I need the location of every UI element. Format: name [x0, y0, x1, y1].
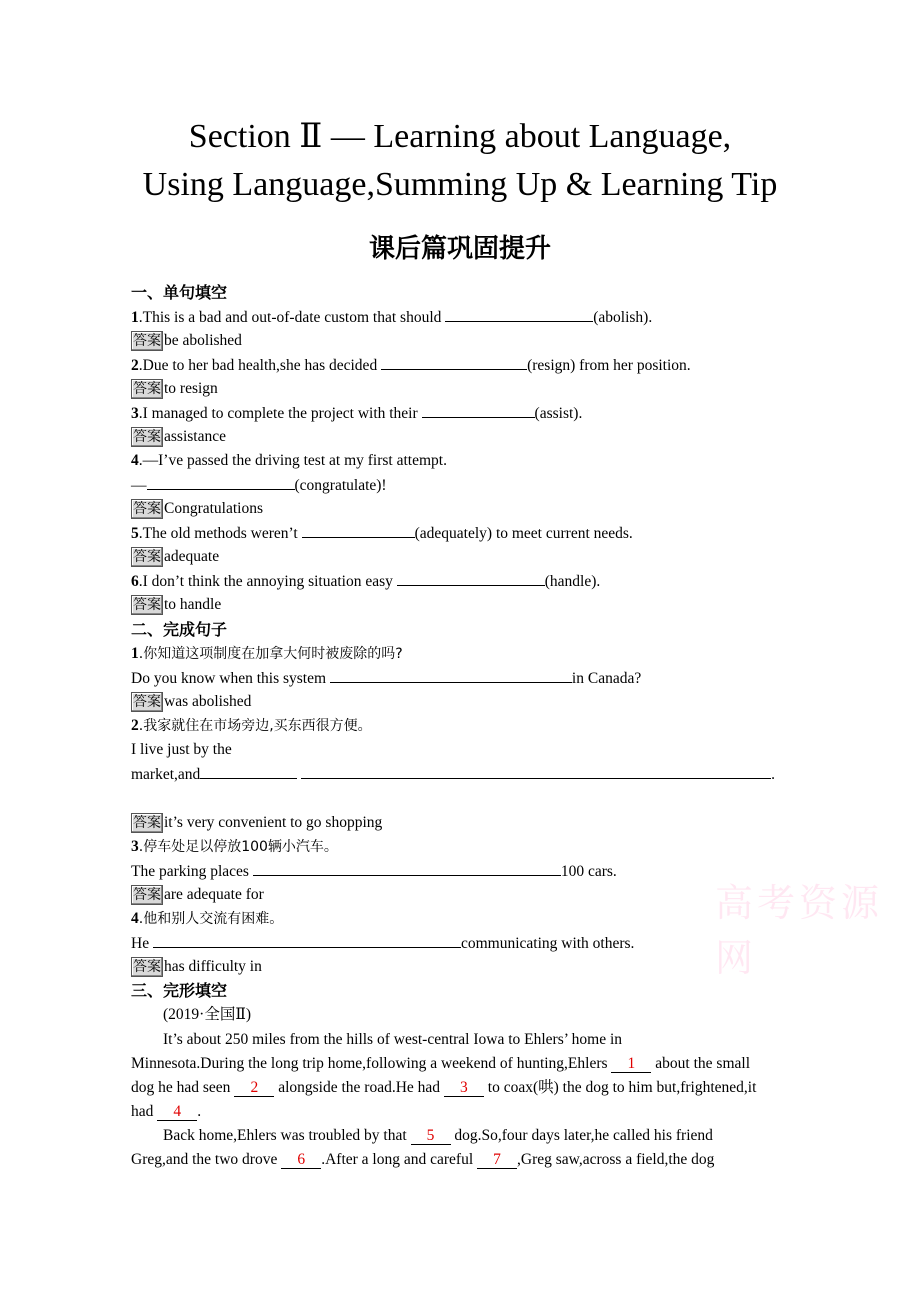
title-line-2: Using Language,Summing Up & Learning Tip — [142, 166, 778, 203]
question: 1.This is a bad and out-of-date custom that should (abolish). — [131, 309, 653, 326]
part2-heading: 二、完成句子 — [131, 620, 228, 639]
answer-row: 答案 adequate — [133, 548, 220, 565]
answer-badge[interactable]: 答案 — [133, 887, 161, 903]
answer-badge[interactable]: 答案 — [133, 815, 161, 831]
cloze-blank[interactable]: 4 — [157, 1103, 197, 1121]
answer-blank — [302, 523, 415, 538]
source: (2019·全国Ⅱ) — [163, 1006, 252, 1023]
answer-blank — [147, 475, 295, 490]
answer-badge[interactable]: 答案 — [133, 597, 161, 613]
cloze-blank[interactable]: 7 — [477, 1151, 517, 1169]
answer-row: 答案 to resign — [133, 380, 218, 397]
answer-row: 答案 was abolished — [133, 693, 252, 710]
answer-badge[interactable]: 答案 — [133, 429, 161, 445]
question: 3.I managed to complete the project with their (assist). — [131, 405, 583, 422]
answer-row: 答案 to handle — [133, 596, 222, 613]
cloze-blank[interactable]: 3 — [444, 1079, 484, 1097]
passage-line: It’s about 250 miles from the hills of west-central Iowa to Ehlers’ home in — [163, 1031, 623, 1048]
answer-blank — [397, 571, 545, 586]
answer-badge[interactable]: 答案 — [133, 959, 161, 975]
answer-row: 答案 be abolished — [133, 332, 242, 349]
passage-line: Back home,Ehlers was troubled by that 5 dog.So,four days later,he called his friend — [163, 1127, 713, 1144]
watermark: 高考资源网 — [715, 881, 884, 980]
passage-line: dog he had seen 2 alongside the road.He had 3 to coax(哄) the dog to him but,frightened,it — [131, 1079, 757, 1096]
answer-badge[interactable]: 答案 — [133, 501, 161, 517]
answer-blank — [330, 668, 572, 683]
answer-badge[interactable]: 答案 — [133, 549, 161, 565]
cloze-blank[interactable]: 6 — [281, 1151, 321, 1169]
cloze-blank[interactable]: 2 — [234, 1079, 274, 1097]
question: 2.Due to her bad health,she has decided (resign) from her position. — [131, 357, 691, 374]
question-line-2: — (congratulate)! — [131, 477, 387, 494]
question-cn: 2.我家就住在市场旁边,买东西很方便。 — [131, 717, 372, 734]
passage-line: had 4 . — [131, 1103, 202, 1120]
part3-heading: 三、完形填空 — [131, 981, 228, 1000]
question-cn: 3.停车处足以停放100辆小汽车。 — [131, 838, 338, 855]
answer-badge[interactable]: 答案 — [133, 381, 161, 397]
answer-row: 答案 has difficulty in — [133, 958, 262, 975]
answer-row: 答案 assistance — [133, 428, 226, 445]
question: 5.The old methods weren’t (adequately) to meet current needs. — [131, 525, 633, 542]
answer-blank — [200, 764, 297, 779]
question-cn: 4.他和别人交流有困难。 — [131, 910, 284, 927]
answer-blank — [253, 861, 561, 876]
question: I live just by the — [131, 741, 232, 758]
subtitle: 课后篇巩固提升 — [368, 234, 551, 264]
question: He communicating with others. — [131, 935, 635, 952]
answer-row: 答案 are adequate for — [133, 886, 264, 903]
question-line-2: market,and . — [131, 766, 776, 783]
answer-blank — [445, 307, 593, 322]
title-line-1: Section Ⅱ — Learning about Language, — [188, 118, 732, 155]
question: 4.—I’ve passed the driving test at my first attempt. — [131, 452, 447, 469]
question: The parking places 100 cars. — [131, 863, 617, 880]
answer-blank — [422, 403, 535, 418]
answer-blank — [381, 355, 527, 370]
answer-badge[interactable]: 答案 — [133, 694, 161, 710]
answer-row: 答案 Congratulations — [133, 500, 264, 517]
question: Do you know when this system in Canada? — [131, 670, 642, 687]
passage-line: Greg,and the two drove 6 .After a long and careful 7 ,Greg saw,across a field,the dog — [131, 1151, 715, 1168]
cloze-blank[interactable]: 5 — [411, 1127, 451, 1145]
answer-blank — [301, 764, 771, 779]
answer-row: 答案 it’s very convenient to go shopping — [133, 814, 383, 831]
passage-line: Minnesota.During the long trip home,following a weekend of hunting,Ehlers 1 about the small — [131, 1055, 750, 1072]
cloze-blank[interactable]: 1 — [611, 1055, 651, 1073]
answer-badge[interactable]: 答案 — [133, 333, 161, 349]
question-cn: 1.你知道这项制度在加拿大何时被废除的吗? — [131, 645, 403, 662]
part1-heading: 一、单句填空 — [131, 283, 228, 302]
question: 6.I don’t think the annoying situation easy (handle). — [131, 573, 601, 590]
answer-blank — [153, 933, 461, 948]
